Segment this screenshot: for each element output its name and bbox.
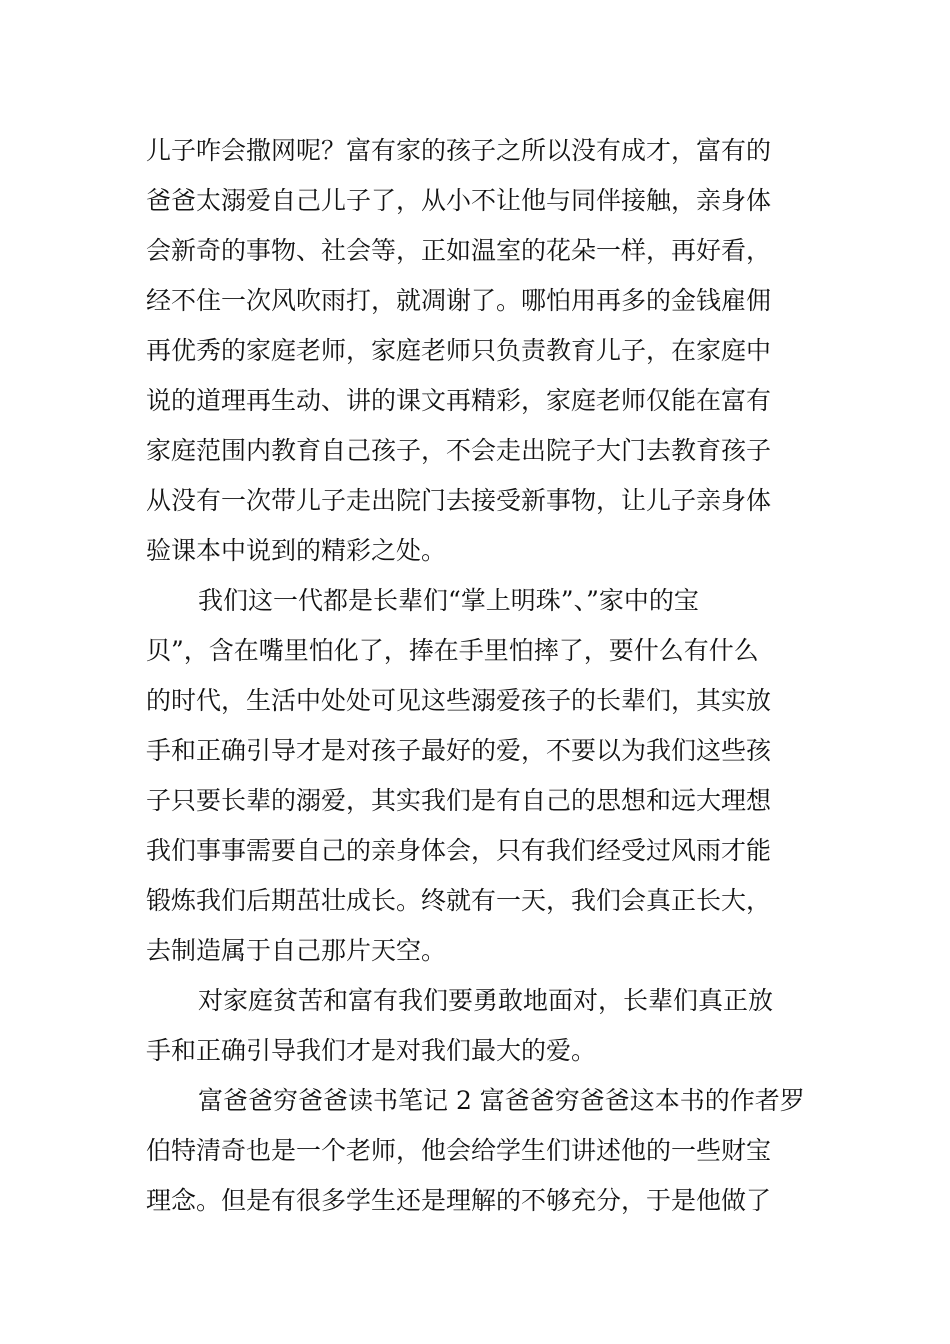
text-line: 从没有一次带儿子走出院门去接受新事物，让儿子亲身体 <box>146 486 772 515</box>
text-line: 理念。但是有很多学生还是理解的不够充分，于是他做了 <box>146 1186 772 1215</box>
text-line: 我们事事需要自己的亲身体会，只有我们经受过风雨才能 <box>146 836 772 865</box>
text-line: 伯特清奇也是一个老师，他会给学生们讲述他的一些财宝 <box>146 1136 772 1165</box>
text-line: 再优秀的家庭老师，家庭老师只负责教育儿子，在家庭中 <box>146 336 772 365</box>
text-line: 锻炼我们后期茁壮成长。终就有一天，我们会真正长大， <box>146 886 772 915</box>
text-line: 子只要长辈的溺爱，其实我们是有自己的思想和远大理想 <box>146 786 772 815</box>
text-line: 爸爸太溺爱自己儿子了，从小不让他与同伴接触，亲身体 <box>146 186 772 215</box>
text-line: 说的道理再生动、讲的课文再精彩，家庭老师仅能在富有 <box>146 386 772 415</box>
text-line: 家庭范围内教育自己孩子，不会走出院子大门去教育孩子 <box>146 436 772 465</box>
text-line: 会新奇的事物、社会等，正如温室的花朵一样，再好看， <box>146 236 772 265</box>
text-line: 验课本中说到的精彩之处。 <box>146 536 447 565</box>
text-line: 手和正确引导我们才是对我们最大的爱。 <box>146 1036 597 1065</box>
text-line: 去制造属于自己那片天空。 <box>146 936 447 965</box>
text-line: 手和正确引导才是对孩子最好的爱，不要以为我们这些孩 <box>146 736 772 765</box>
text-line: 我们这一代都是长辈们“掌上明珠”、”家中的宝 <box>198 586 699 615</box>
text-line: 富爸爸穷爸爸读书笔记 2 富爸爸穷爸爸这本书的作者罗 <box>198 1086 805 1115</box>
text-line: 经不住一次风吹雨打，就凋谢了。哪怕用再多的金钱雇佣 <box>146 286 772 315</box>
text-line: 贝”，含在嘴里怕化了，捧在手里怕摔了，要什么有什么 <box>146 636 759 665</box>
text-line: 的时代，生活中处处可见这些溺爱孩子的长辈们，其实放 <box>146 686 772 715</box>
document-body <box>146 126 808 1226</box>
text-line: 对家庭贫苦和富有我们要勇敢地面对，长辈们真正放 <box>198 986 774 1015</box>
text-line: 儿子咋会撒网呢？富有家的孩子之所以没有成才，富有的 <box>146 136 772 165</box>
